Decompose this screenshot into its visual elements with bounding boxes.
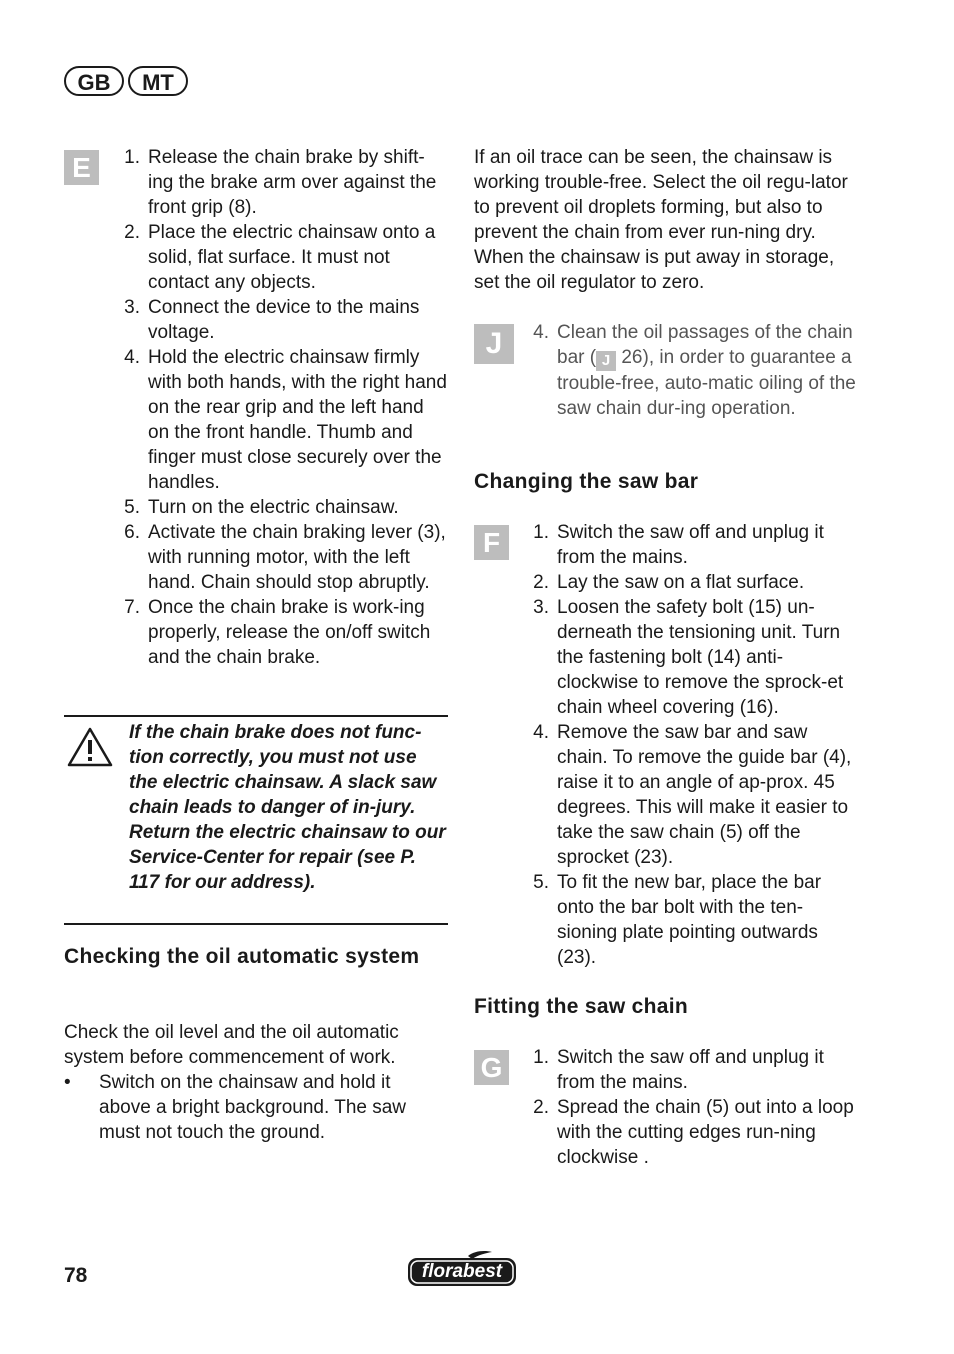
step-number: 3. xyxy=(533,597,549,618)
step-item xyxy=(533,720,857,870)
step-text: Switch the saw off and unplug it from the mains. xyxy=(557,1047,824,1093)
step-item xyxy=(533,1095,857,1170)
step-number: 1. xyxy=(533,522,549,543)
step-text: Remove the saw bar and saw chain. To remove the guide bar (4), raise it to an angle of ap-prox. 45 degrees. This will make it easier to take the saw chain (5) off the sprocket (23). xyxy=(557,722,852,868)
figure-ref-j: J xyxy=(474,324,514,364)
lang-badge-mt: MT xyxy=(128,66,188,96)
step-item xyxy=(124,295,448,345)
step-text: Switch the saw off and unplug it from the mains. xyxy=(557,522,824,568)
warning-text-1: If the chain brake does not func-tion correctly, you must not use the electric chainsaw. A slack saw chain leads to danger of in-jury. xyxy=(129,722,437,818)
step-j-text-a: Clean the oil passages of the chain bar ( xyxy=(557,322,853,368)
step-item xyxy=(533,595,857,720)
step-number: 1. xyxy=(533,1047,549,1068)
step-text: Spread the chain (5) out into a loop with the cutting edges run-ning clockwise . xyxy=(557,1097,854,1168)
step-text: Lay the saw on a flat surface. xyxy=(557,572,805,593)
oil-check-bullet: Switch on the chainsaw and hold it above a bright background. The saw must not touch the ground. xyxy=(99,1072,407,1143)
step-item xyxy=(124,520,448,595)
heading-fitting-chain: Fitting the saw chain xyxy=(474,995,688,1018)
warning-text xyxy=(129,720,449,895)
step-text: Once the chain brake is work-ing properly, release the on/off switch and the chain brake. xyxy=(148,597,431,668)
steps-f-list xyxy=(533,520,857,970)
figure-ref-g: G xyxy=(474,1050,509,1085)
logo-text: florabest xyxy=(421,1261,503,1282)
step-item xyxy=(533,870,857,970)
warning-triangle-icon xyxy=(66,726,114,768)
step-number: 3. xyxy=(124,297,140,318)
bullet-marker: • xyxy=(64,1072,71,1093)
step-number: 2. xyxy=(533,572,549,593)
step-number: 1. xyxy=(124,147,140,168)
step-text: Place the electric chainsaw onto a solid, flat surface. It must not contact any objects. xyxy=(148,222,436,293)
step-item xyxy=(124,595,448,670)
step-number: 6. xyxy=(124,522,140,543)
steps-e-list xyxy=(124,145,448,670)
florabest-logo xyxy=(406,1250,518,1288)
step-text: Loosen the safety bolt (15) un-derneath the tensioning unit. Turn the fastening bolt (14) anti-clockwise to remove the sprock-et chain wheel covering (16). xyxy=(557,597,844,718)
step-text: Release the chain brake by shift-ing the brake arm over against the front grip (8). xyxy=(148,147,437,218)
step-item xyxy=(124,145,448,220)
step-text: Turn on the electric chainsaw. xyxy=(148,497,399,518)
step-number: 4. xyxy=(124,347,140,368)
step-j-number: 4. xyxy=(533,322,549,343)
figure-ref-e: E xyxy=(64,150,99,185)
step-text: Connect the device to the mains voltage. xyxy=(148,297,420,343)
step-item xyxy=(533,1045,857,1095)
oil-check-paragraph: Check the oil level and the oil automatic system before commencement of work. xyxy=(64,1022,399,1068)
step-text: Hold the electric chainsaw firmly with both hands, with the right hand on the rear grip and the left hand on the front handle. Thumb and finger must close securely over the handles. xyxy=(148,347,447,493)
step-number: 5. xyxy=(124,497,140,518)
step-number: 5. xyxy=(533,872,549,893)
step-j-text-b: 26), in order to guarantee a trouble-free, auto-matic oiling of the saw chain dur-ing operation. xyxy=(557,347,856,419)
heading-oil-check: Checking the oil automatic system xyxy=(64,945,420,968)
figure-ref-j-inline: J xyxy=(596,351,616,371)
warning-top-rule xyxy=(64,715,448,717)
step-number: 4. xyxy=(533,722,549,743)
step-item xyxy=(124,220,448,295)
heading-changing-bar: Changing the saw bar xyxy=(474,470,699,493)
steps-g-list xyxy=(533,1045,857,1170)
page-number: 78 xyxy=(64,1264,88,1287)
step-text: Activate the chain braking lever (3), with running motor, with the left hand. Chain should stop abruptly. xyxy=(148,522,446,593)
warning-bottom-rule xyxy=(64,923,448,925)
step-j xyxy=(533,320,857,421)
step-text: To fit the new bar, place the bar onto the bar bolt with the ten-sioning plate pointing outwards (23). xyxy=(557,872,822,968)
step-number: 2. xyxy=(124,222,140,243)
step-item xyxy=(533,570,857,595)
lang-badge-gb: GB xyxy=(64,66,124,96)
warning-text-2: Return the electric chainsaw to our Service-Center for repair (see P. 117 for our address). xyxy=(129,822,446,893)
step-number: 7. xyxy=(124,597,140,618)
step-item xyxy=(124,495,448,520)
step-number: 2. xyxy=(533,1097,549,1118)
step-item xyxy=(124,345,448,495)
step-item xyxy=(533,520,857,570)
figure-ref-f: F xyxy=(474,525,509,560)
oil-check-continued: If an oil trace can be seen, the chainsaw is working trouble-free. Select the oil regu-lator to prevent oil droplets forming, but also to prevent the chain from ever run-ning dry. When the chainsaw is put away in storage, set the oil regulator to zero. xyxy=(474,147,848,293)
